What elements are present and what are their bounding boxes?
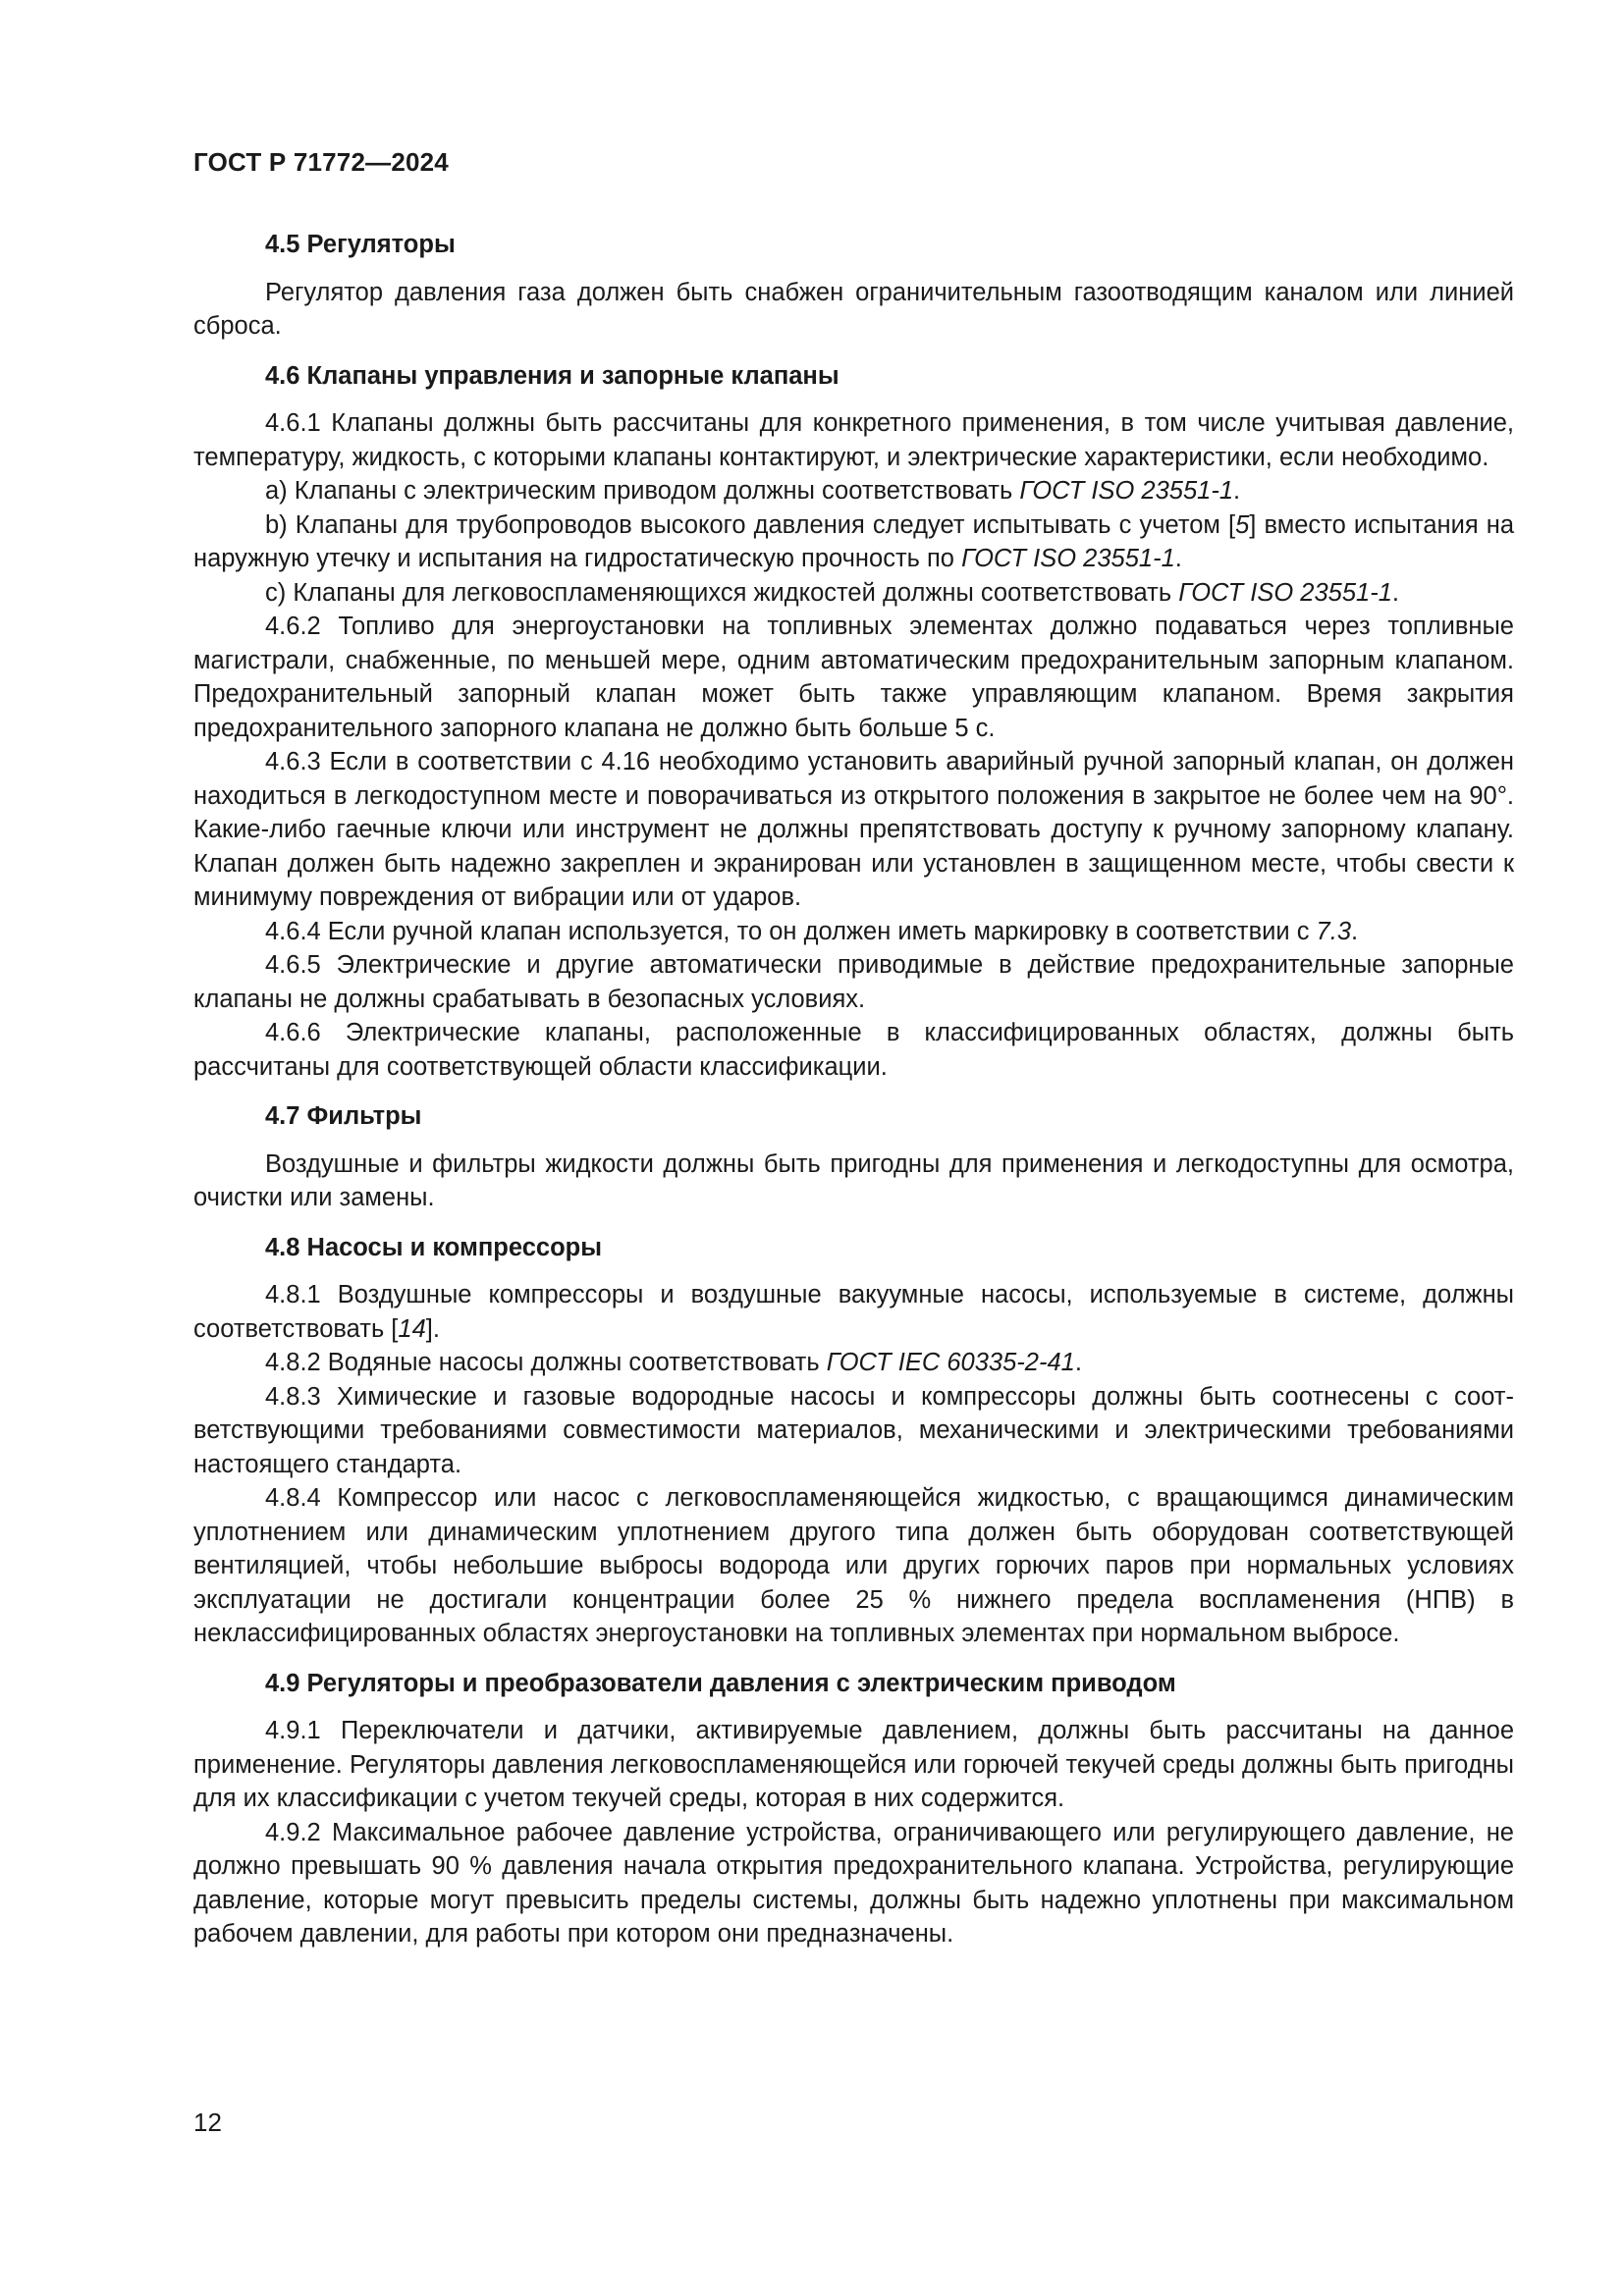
paragraph-4-9-1: 4.9.1 Переключатели и датчики, активируемые давлением, должны быть рассчитаны на данное применение. Регуляторы давления легковоспламеняющейся или горючей текучей среды должны быть пригодны для их классификации с учетом текучей среды, которая в них содержится. bbox=[193, 1717, 1514, 1812]
reference-5: 5 bbox=[1235, 510, 1250, 539]
document-body bbox=[193, 228, 1514, 1951]
paragraph-4-5: Регулятор давления газа должен быть снабжен ограничительным газоотводящим каналом или линией сброса. bbox=[193, 278, 1514, 340]
reference-gost-iec-60335-2-41: ГОСТ IEC 60335-2-41 bbox=[826, 1349, 1075, 1376]
paragraph-4-9-2: 4.9.2 Максимальное рабочее давление устройства, ограничивающего или регулирующего давление, не должно превышать 90 % давления начала открытия предохранительного клапана. Устройства, регулирующие давление, которые могут превысить пределы системы, должны быть надежно уплотнены при максимальном рабочем давлении, для работы при котором они предназначены. bbox=[193, 1818, 1514, 1948]
reference-7-3: 7.3 bbox=[1316, 917, 1351, 945]
section-heading-4-5: 4.5 Регуляторы bbox=[265, 231, 456, 258]
paragraph-4-8-4: 4.8.4 Компрессор или насос с легковоспламеняющейся жидкостью, с вращающимся динамическим уплотнением или динамическим уплотнением другого типа должен быть оборудован соответствующей вентиляцией, чтобы небольшие выбросы водорода или других горючих паров при нормальных условиях эксплуатации не достигали концентрации более 25 % нижнего предела воспламенения (НПВ) в неклассифицированных областях энергоустановки на топливных элементах при нормальном выбросе. bbox=[193, 1484, 1514, 1647]
paragraph-4-6-2: 4.6.2 Топливо для энергоустановки на топливных элементах должно подаваться через топливные магистрали, снабженные, по меньшей мере, одним автоматическим предохранительным запорным клапаном. Предохранительный запорный клапан может быть также управляющим клапаном. Время закрытия предохранительного запорного клапана не должно быть больше 5 с. bbox=[193, 613, 1514, 742]
paragraph-4-6-3: 4.6.3 Если в соответствии с 4.16 необходимо установить аварийный ручной запорный клапан, он должен находиться в легкодоступном месте и поворачиваться из открытого положения в закрытое не более чем на 90°. Какие-либо гаечные ключи или инструмент не должны препятствовать доступу к ручному запорному клапану. Клапан должен быть надежно закреплен и экранирован или установлен в защищенном месте, чтобы свести к минимуму повреждения от вибрации или от ударов. bbox=[193, 748, 1514, 911]
paragraph-4-7: Воздушные и фильтры жидкости должны быть пригодны для применения и легкодоступны для осмотра, очистки или замены. bbox=[193, 1149, 1514, 1211]
paragraph-4-6-1: 4.6.1 Клапаны должны быть рассчитаны для конкретного применения, в том числе учитывая давление, температуру, жидкость, с которыми клапаны контактируют, и электрические характеристики, если необходимо. bbox=[193, 409, 1514, 471]
paragraph-4-6-1-c: с) Клапаны для легковоспламеняющихся жидкостей должны соответствовать ГОСТ ISO 23551-1. bbox=[265, 578, 1399, 607]
reference-gost-iso-23551-1: ГОСТ ISO 23551-1 bbox=[961, 545, 1175, 572]
paragraph-4-8-3: 4.8.3 Химические и газовые водородные насосы и компрессоры должны быть соотнесены с соответствующими требованиями совместимости материалов, механическими и электрическими требованиями настоящего стандарта. bbox=[193, 1382, 1514, 1478]
paragraph-4-6-6: 4.6.6 Электрические клапаны, расположенные в классифицированных областях, должны быть рассчитаны для соответствующей области классификации. bbox=[193, 1019, 1514, 1081]
paragraph-4-6-5: 4.6.5 Электрические и другие автоматически приводимые в действие предохранительные запорные клапаны не должны срабатывать в безопасных условиях. bbox=[193, 951, 1514, 1013]
paragraph-4-8-2: 4.8.2 Водяные насосы должны соответствовать ГОСТ IEC 60335-2-41. bbox=[265, 1349, 1082, 1376]
paragraph-4-8-1: 4.8.1 Воздушные компрессоры и воздушные вакуумные насосы, используемые в системе, должны соответствовать [14]. bbox=[193, 1281, 1514, 1343]
page-number: 12 bbox=[193, 2108, 222, 2137]
paragraph-4-6-1-a: а) Клапаны с электрическим приводом должны соответствовать ГОСТ ISO 23551-1. bbox=[265, 477, 1241, 505]
reference-gost-iso-23551-1: ГОСТ ISO 23551-1 bbox=[1019, 477, 1234, 505]
reference-gost-iso-23551-1: ГОСТ ISO 23551-1 bbox=[1178, 578, 1392, 607]
document-header: ГОСТ Р 71772—2024 bbox=[193, 147, 449, 177]
reference-14: 14 bbox=[398, 1314, 426, 1343]
paragraph-4-6-4: 4.6.4 Если ручной клапан используется, то он должен иметь маркировку в соответствии с 7.3. bbox=[265, 917, 1359, 945]
section-heading-4-7: 4.7 Фильтры bbox=[265, 1102, 422, 1130]
section-heading-4-8: 4.8 Насосы и компрессоры bbox=[265, 1233, 603, 1261]
section-heading-4-9: 4.9 Регуляторы и преобразователи давления с электрическим приводом bbox=[265, 1669, 1176, 1697]
paragraph-4-6-1-b: b) Клапаны для трубопроводов высокого давления следует испытывать с учетом [5] вместо испытания на наружную утечку и испытания на гидростатическую прочность по ГОСТ ISO 23551-1. bbox=[193, 510, 1514, 572]
section-heading-4-6: 4.6 Клапаны управления и запорные клапаны bbox=[265, 361, 839, 390]
